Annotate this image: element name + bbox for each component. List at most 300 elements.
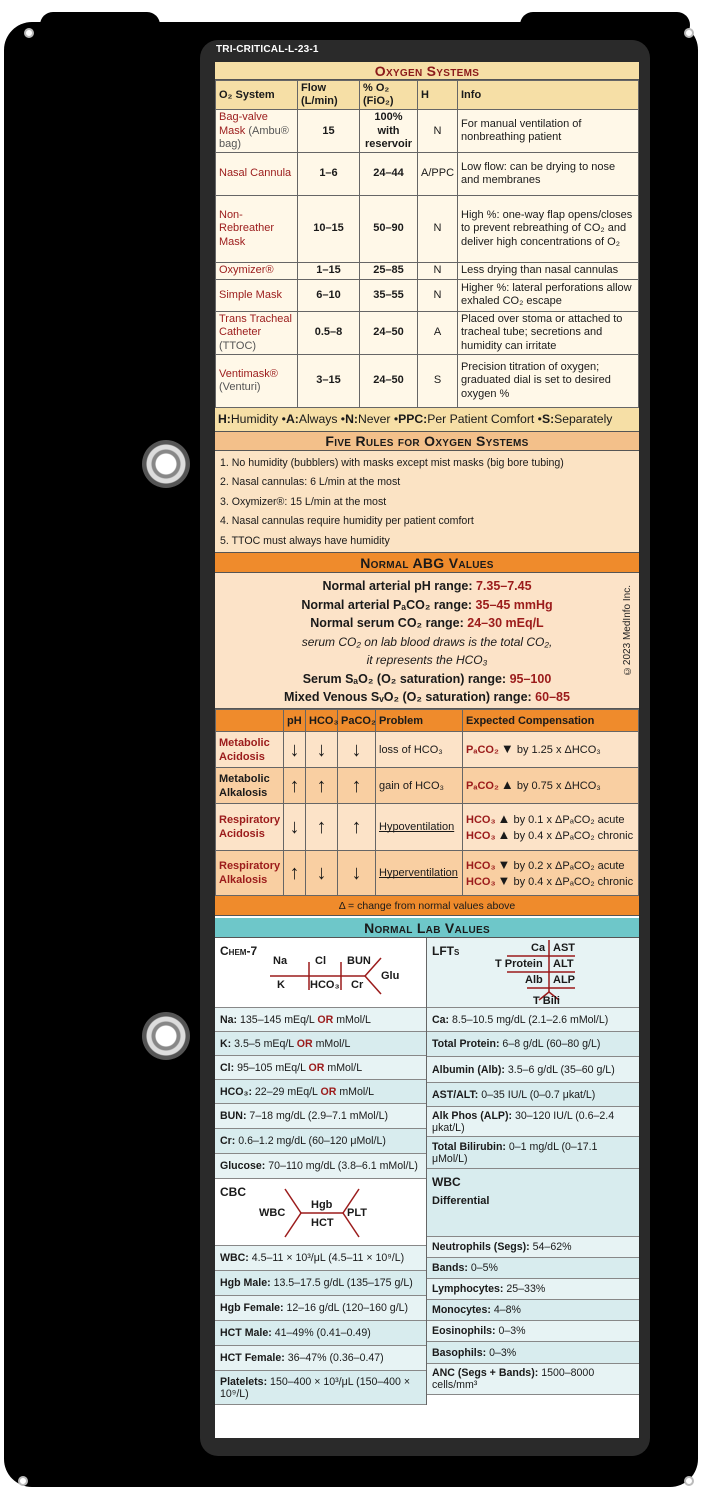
o2-humidity: A xyxy=(418,311,458,354)
five-rules-title: Five Rules for Oxygen Systems xyxy=(215,432,639,451)
lab-value-row xyxy=(215,1129,426,1154)
abg-label: Mixed Venous SᵥO₂ (O₂ saturation) range: xyxy=(284,690,536,705)
chem7-cl: Cl xyxy=(315,955,326,968)
lab-value xyxy=(220,1252,404,1264)
lab-name: WBC: xyxy=(220,1252,249,1265)
oxygen-systems-table xyxy=(215,80,639,408)
comp-col-header: pH xyxy=(284,710,306,732)
comp-col-header xyxy=(216,710,284,732)
lab-value-row xyxy=(427,1083,639,1107)
lab-name: Cl: xyxy=(220,1061,235,1074)
lab-value xyxy=(220,1160,418,1172)
grommet-icon xyxy=(142,1012,190,1060)
legend-text: Never • xyxy=(357,412,399,427)
lab-values-title: Normal Lab Values xyxy=(215,918,639,938)
arrow-up-icon: ↑ xyxy=(284,851,306,896)
binder-ring-icon xyxy=(684,1476,694,1486)
lab-range: 70–110 mg/dL (3.8–6.1 mMol/L) xyxy=(265,1160,418,1173)
cbc-title: CBC xyxy=(220,1185,246,1200)
o2-info: Precision titration of oxygen; graduated dial is set to desired oxygen % xyxy=(458,354,639,407)
lab-value xyxy=(220,1277,413,1289)
lfts-title: LFTs xyxy=(432,944,460,959)
lab-value-row xyxy=(215,1104,426,1129)
compensation-line xyxy=(466,857,635,874)
o2-row xyxy=(216,354,639,407)
o2-flow: 6–10 xyxy=(298,279,360,311)
lab-value xyxy=(432,1367,634,1391)
lab-name: Neutrophils (Segs): xyxy=(432,1241,530,1254)
o2-row xyxy=(216,195,639,262)
o2-info: Higher %: lateral perforations allow exhaled CO₂ escape xyxy=(458,279,639,311)
cbc-hct: HCT xyxy=(311,1217,334,1230)
lab-value-row xyxy=(215,1321,426,1346)
lab-range: 135–145 mEq/L xyxy=(237,1013,318,1026)
lab-range: 22–29 mEq/L xyxy=(251,1085,321,1098)
o2-humidity: N xyxy=(418,110,458,153)
o2-row xyxy=(216,279,639,311)
rule-item: 5. TTOC must always have humidity xyxy=(220,534,390,547)
abg-label: Normal arterial pH range: xyxy=(322,579,476,594)
abg-normal-values xyxy=(215,573,639,709)
lab-value-row xyxy=(215,1346,426,1371)
chem7-title: Chem-7 xyxy=(220,944,258,959)
comp-param: PₐCO₂ xyxy=(466,744,499,757)
lab-range: 41–49% (0.41–0.49) xyxy=(271,1327,371,1340)
lab-name: HCT Male: xyxy=(220,1327,272,1340)
rule-item: 1. No humidity (bubblers) with masks except mist masks (big bore tubing) xyxy=(220,456,564,469)
lab-name: K: xyxy=(220,1037,232,1050)
abg-title: Normal ABG Values xyxy=(215,553,639,573)
compensation-line xyxy=(466,873,635,890)
lab-value-row xyxy=(427,1057,639,1083)
lab-value-row xyxy=(427,1032,639,1057)
lab-value xyxy=(220,1086,374,1098)
lab-name: Alk Phos (ALP): xyxy=(432,1109,513,1122)
arrow-down-icon: ↓ xyxy=(338,851,376,896)
o2-system-alias: (Venturi) xyxy=(219,380,261,393)
o2-flow: 10–15 xyxy=(298,195,360,262)
o2-flow: 1–6 xyxy=(298,152,360,195)
lfts-ca: Ca xyxy=(531,942,546,955)
lab-value xyxy=(432,1325,526,1337)
o2-fio2: 50–90 xyxy=(360,195,418,262)
lab-value-row xyxy=(427,1321,639,1342)
compensation-line xyxy=(466,777,635,794)
o2-col-header: Info xyxy=(458,81,639,110)
lab-range: 0–1 mg/dL (0–17.1 μMol/L) xyxy=(432,1140,598,1165)
o2-system-cell xyxy=(216,110,298,153)
o2-row xyxy=(216,110,639,153)
lab-left-column xyxy=(215,938,427,1405)
abg-label: Normal serum CO₂ range: xyxy=(310,616,468,631)
comp-text: by 0.4 x ΔPₐCO₂ chronic xyxy=(510,830,634,843)
lab-value xyxy=(220,1062,362,1074)
o2-info: High %: one-way flap opens/closes to prevent rebreathing of CO₂ and deliver high concentrations of O₂ xyxy=(458,195,639,262)
card-content xyxy=(215,62,639,1438)
comp-param: HCO₃ xyxy=(466,813,496,826)
legend-text: Separately xyxy=(554,412,613,427)
lab-name: Hgb Female: xyxy=(220,1302,284,1315)
o2-flow: 0.5–8 xyxy=(298,311,360,354)
o2-col-header: % O₂ (FiO₂) xyxy=(360,81,418,110)
lab-value-row xyxy=(215,1246,426,1271)
lab-value xyxy=(220,1302,408,1314)
lab-values-section xyxy=(215,938,639,1405)
arrow-down-icon: ↓ xyxy=(338,732,376,768)
lab-value xyxy=(220,1038,350,1050)
chem7-glu: Glu xyxy=(381,970,400,983)
o2-system-alias: (Ambu® bag) xyxy=(219,124,289,150)
lab-range: 3.5–6 g/dL (35–60 g/L) xyxy=(504,1063,615,1076)
arrow-down-icon: ↓ xyxy=(306,851,338,896)
cbc-plt: PLT xyxy=(347,1207,367,1220)
o2-system-cell xyxy=(216,262,298,279)
lab-value-row xyxy=(215,1271,426,1296)
lab-value xyxy=(432,1038,600,1050)
comp-param: HCO₃ xyxy=(466,830,496,843)
arrow-up-icon: ↑ xyxy=(338,768,376,804)
o2-flow: 15 xyxy=(298,110,360,153)
disorder-name: Respiratory Acidosis xyxy=(216,804,284,851)
chem7-diagram xyxy=(215,938,426,1008)
lab-value-row xyxy=(427,1008,639,1032)
cbc-fishbone xyxy=(215,1179,427,1246)
o2-row xyxy=(216,262,639,279)
lab-value-row xyxy=(215,1032,426,1056)
oxygen-systems-title: Oxygen Systems xyxy=(215,62,639,80)
lab-or: OR xyxy=(320,1085,337,1098)
abg-value: 95–100 xyxy=(509,671,552,686)
abg-value: 35–45 mmHg xyxy=(475,597,553,612)
humidity-legend xyxy=(215,408,639,432)
lab-name: Glucose: xyxy=(220,1160,266,1173)
o2-humidity: S xyxy=(418,354,458,407)
abg-note: it represents the HCO₃ xyxy=(366,653,488,668)
o2-fio2: 24–50 xyxy=(360,354,418,407)
lab-value-row xyxy=(215,1056,426,1080)
expected-compensation xyxy=(463,851,639,896)
lab-name: Na: xyxy=(220,1013,238,1026)
card-code: TRI-CRITICAL-L-23-1 xyxy=(216,44,319,55)
lab-name: Ca: xyxy=(432,1013,450,1026)
comp-param: HCO₃ xyxy=(466,859,496,872)
compensation-line xyxy=(466,811,635,828)
binder-ring-icon xyxy=(18,1476,28,1486)
lab-name: Lymphocytes: xyxy=(432,1283,504,1296)
lab-value xyxy=(220,1352,384,1364)
o2-humidity: N xyxy=(418,195,458,262)
lab-name: HCO₃: xyxy=(220,1085,252,1098)
lab-value xyxy=(432,1283,545,1295)
arrow-up-icon: ↑ xyxy=(306,804,338,851)
acid-base-table xyxy=(215,709,639,896)
problem: loss of HCO₃ xyxy=(376,732,463,768)
cbc-wbc: WBC xyxy=(259,1207,286,1220)
lab-range: 0–5% xyxy=(467,1262,498,1275)
comp-text: by 0.1 x ΔPₐCO₂ acute xyxy=(510,813,625,826)
lab-value xyxy=(220,1110,388,1122)
expected-compensation xyxy=(463,732,639,768)
o2-system-cell xyxy=(216,311,298,354)
lab-range-alt: mMol/L xyxy=(336,1085,375,1098)
o2-system-cell xyxy=(216,354,298,407)
lab-value xyxy=(432,1304,521,1316)
legend-text: Per Patient Comfort • xyxy=(427,412,542,427)
o2-system-name: Oxymizer® xyxy=(219,264,274,277)
lab-value xyxy=(432,1241,572,1253)
lfts-alp: ALP xyxy=(553,974,575,987)
lab-name: Monocytes: xyxy=(432,1304,491,1317)
abg-line xyxy=(215,596,639,615)
binder-ring-icon xyxy=(684,28,694,38)
o2-fio2: 100% with reservoir xyxy=(360,110,418,153)
lab-range: 25–33% xyxy=(503,1283,546,1296)
lab-range: 4–8% xyxy=(490,1304,521,1317)
lab-range: 150–400 × 10³/μL (150–400 × 10⁹/L) xyxy=(220,1375,411,1400)
o2-system-name: Ventimask® xyxy=(219,367,278,380)
lfts-alt: ALT xyxy=(553,958,574,971)
wbc-diff-subtitle: Differential xyxy=(432,1195,490,1208)
delta-note: Δ = change from normal values above xyxy=(215,896,639,916)
o2-system-cell xyxy=(216,152,298,195)
comp-row xyxy=(216,732,639,768)
o2-info: For manual ventilation of nonbreathing patient xyxy=(458,110,639,153)
o2-fio2: 35–55 xyxy=(360,279,418,311)
wbc-diff-header xyxy=(427,1169,639,1237)
lab-value xyxy=(432,1064,615,1076)
abg-label: Serum SₐO₂ (O₂ saturation) range: xyxy=(302,671,510,686)
lab-range: 95–105 mEq/L xyxy=(234,1061,309,1074)
o2-info: Less drying than nasal cannulas xyxy=(458,262,639,279)
lfts-alb: Alb xyxy=(525,974,543,987)
lab-value-row xyxy=(427,1342,639,1364)
o2-fio2: 24–44 xyxy=(360,152,418,195)
lab-range: 6–8 g/dL (60–80 g/L) xyxy=(499,1038,601,1051)
lfts-diagram xyxy=(427,938,639,1008)
lab-range: 0–3% xyxy=(486,1346,517,1359)
abg-value: 24–30 mEq/L xyxy=(467,616,544,631)
o2-system-name: Simple Mask xyxy=(219,288,282,301)
disorder-name: Metabolic Alkalosis xyxy=(216,768,284,804)
legend-key: PPC: xyxy=(398,412,428,427)
abg-value: 60–85 xyxy=(535,690,570,705)
lab-range: 12–16 g/dL (120–160 g/L) xyxy=(283,1302,409,1315)
arrow-up-icon: ▲ xyxy=(500,777,514,793)
lab-range: 4.5–11 × 10³/μL (4.5–11 × 10⁹/L) xyxy=(248,1252,405,1265)
lab-value xyxy=(220,1376,421,1400)
lab-range: 3.5–5 mEq/L xyxy=(231,1037,297,1050)
comp-text: by 0.2 x ΔPₐCO₂ acute xyxy=(510,859,625,872)
lab-name: Albumin (Alb): xyxy=(432,1063,505,1076)
abg-line xyxy=(215,670,639,689)
comp-col-header: HCO₃ xyxy=(306,710,338,732)
o2-humidity: N xyxy=(418,262,458,279)
o2-system-cell xyxy=(216,195,298,262)
lab-range: 0–3% xyxy=(495,1325,526,1338)
compensation-line xyxy=(466,827,635,844)
problem: Hypoventilation xyxy=(376,804,463,851)
lfts-ast: AST xyxy=(553,942,575,955)
copyright: ©2023 MedInfo Inc. xyxy=(621,585,633,677)
o2-flow: 3–15 xyxy=(298,354,360,407)
abg-label: Normal arterial PₐCO₂ range: xyxy=(301,597,476,612)
comp-text: by 1.25 x ΔHCO₃ xyxy=(513,744,601,757)
comp-param: PₐCO₂ xyxy=(466,780,499,793)
abg-note: serum CO₂ on lab blood draws is the total CO₂, xyxy=(301,634,553,649)
arrow-down-icon: ▼ xyxy=(497,873,511,889)
lab-value-row xyxy=(427,1364,639,1395)
arrow-up-icon: ▲ xyxy=(497,810,511,826)
lab-value xyxy=(220,1327,371,1339)
legend-text: Always • xyxy=(298,412,346,427)
wbc-diff-title: WBC xyxy=(432,1175,461,1190)
arrow-up-icon: ↑ xyxy=(338,804,376,851)
comp-col-header: Expected Compensation xyxy=(463,710,639,732)
problem: gain of HCO₃ xyxy=(376,768,463,804)
grommet-icon xyxy=(142,440,190,488)
o2-col-header: H xyxy=(418,81,458,110)
lab-range: 0.6–1.2 mg/dL (60–120 μMol/L) xyxy=(235,1135,386,1148)
expected-compensation xyxy=(463,804,639,851)
arrow-up-icon: ↑ xyxy=(306,768,338,804)
lab-range-alt: mMol/L xyxy=(333,1013,371,1026)
chem7-hco3: HCO₃ xyxy=(310,979,340,992)
legend-key: A: xyxy=(285,412,299,427)
cbc-diagram xyxy=(215,1179,426,1246)
lab-range-alt: mMol/L xyxy=(312,1037,351,1050)
chem7-na: Na xyxy=(273,955,288,968)
o2-info: Low flow: can be drying to nose and membranes xyxy=(458,152,639,195)
lab-value xyxy=(432,1014,608,1026)
lab-range: 1500–8000 cells/mm³ xyxy=(432,1367,595,1392)
arrow-down-icon: ↓ xyxy=(306,732,338,768)
chem7-bun: BUN xyxy=(347,955,371,968)
o2-system-name: Non-Rebreather Mask xyxy=(219,209,275,248)
lfts-tbili: T Bili xyxy=(533,995,560,1008)
legend-key: N: xyxy=(345,412,358,427)
comp-col-header: Problem xyxy=(376,710,463,732)
lab-name: Eosinophils: xyxy=(432,1325,496,1338)
o2-system-alias: (TTOC) xyxy=(219,339,257,352)
lab-range: 54–62% xyxy=(529,1241,572,1254)
o2-fio2: 24–50 xyxy=(360,311,418,354)
lab-value xyxy=(432,1110,634,1134)
lab-value-row xyxy=(427,1258,639,1279)
compensation-line xyxy=(466,741,635,758)
o2-system-name: Nasal Cannula xyxy=(219,167,292,180)
lab-value-row xyxy=(427,1237,639,1258)
o2-row xyxy=(216,152,639,195)
lab-or: OR xyxy=(296,1037,313,1050)
cbc-hgb: Hgb xyxy=(311,1199,333,1212)
lab-range: 30–120 IU/L (0.6–2.4 μkat/L) xyxy=(432,1109,615,1134)
arrow-down-icon: ▼ xyxy=(497,856,511,872)
five-rules-list xyxy=(215,451,639,554)
arrow-down-icon: ▼ xyxy=(500,741,514,757)
chem7-k: K xyxy=(277,979,285,992)
comp-col-header: PaCO₂ xyxy=(338,710,376,732)
lab-name: Total Protein: xyxy=(432,1038,500,1051)
lab-range: 7–18 mg/dL (2.9–7.1 mMol/L) xyxy=(246,1110,389,1123)
arrow-up-icon: ↑ xyxy=(284,768,306,804)
legend-key: H: xyxy=(218,412,231,427)
lab-or: OR xyxy=(308,1061,325,1074)
o2-humidity: A/PPC xyxy=(418,152,458,195)
lab-value-row xyxy=(427,1137,639,1169)
lab-range-alt: mMol/L xyxy=(324,1061,363,1074)
lab-name: Platelets: xyxy=(220,1375,268,1388)
expected-compensation xyxy=(463,768,639,804)
lab-name: BUN: xyxy=(220,1110,247,1123)
o2-col-header: Flow (L/min) xyxy=(298,81,360,110)
lab-value-row xyxy=(215,1296,426,1321)
lab-value-row xyxy=(427,1279,639,1300)
arrow-down-icon: ↓ xyxy=(284,732,306,768)
lab-range: 8.5–10.5 mg/dL (2.1–2.6 mMol/L) xyxy=(449,1013,609,1026)
o2-row xyxy=(216,311,639,354)
lab-name: ANC (Segs + Bands): xyxy=(432,1367,539,1380)
lab-value-row xyxy=(215,1008,426,1032)
lab-range: 13.5–17.5 g/dL (135–175 g/L) xyxy=(270,1277,413,1290)
o2-system-cell xyxy=(216,279,298,311)
arrow-up-icon: ▲ xyxy=(497,827,511,843)
comp-text: by 0.75 x ΔHCO₃ xyxy=(513,780,601,793)
lab-name: Total Bilirubin: xyxy=(432,1140,506,1153)
lab-name: Bands: xyxy=(432,1262,468,1275)
lab-value xyxy=(432,1141,634,1165)
lab-value-row xyxy=(215,1371,426,1405)
lab-range: 0–35 IU/L (0–0.7 μkat/L) xyxy=(478,1088,596,1101)
abg-value: 7.35–7.45 xyxy=(475,579,532,594)
lab-value xyxy=(432,1347,516,1359)
comp-row xyxy=(216,851,639,896)
lab-or: OR xyxy=(317,1013,334,1026)
lab-name: AST/ALT: xyxy=(432,1088,479,1101)
o2-col-header: O₂ System xyxy=(216,81,298,110)
problem: Hyperventilation xyxy=(376,851,463,896)
lab-name: HCT Female: xyxy=(220,1352,285,1365)
disorder-name: Respiratory Alkalosis xyxy=(216,851,284,896)
lab-value xyxy=(432,1089,595,1101)
o2-system-name: Trans Tracheal Catheter xyxy=(219,313,292,339)
comp-param: HCO₃ xyxy=(466,876,496,889)
rule-item: 3. Oxymizer®: 15 L/min at the most xyxy=(220,495,387,508)
abg-line xyxy=(215,577,639,596)
lab-value xyxy=(432,1262,498,1274)
lab-value xyxy=(220,1014,371,1026)
lab-range: 36–47% (0.36–0.47) xyxy=(284,1352,384,1365)
arrow-down-icon: ↓ xyxy=(284,804,306,851)
binder-ring-icon xyxy=(24,28,34,38)
abg-line xyxy=(215,688,639,707)
o2-flow: 1–15 xyxy=(298,262,360,279)
lab-value xyxy=(220,1135,386,1147)
comp-text: by 0.4 x ΔPₐCO₂ chronic xyxy=(510,876,634,889)
lab-value-row xyxy=(215,1154,426,1179)
o2-humidity: N xyxy=(418,279,458,311)
lab-name: Hgb Male: xyxy=(220,1277,271,1290)
legend-text: Humidity • xyxy=(230,412,286,427)
rule-item: 4. Nasal cannulas require humidity per patient comfort xyxy=(220,515,474,528)
lab-value-row xyxy=(427,1107,639,1137)
comp-row xyxy=(216,768,639,804)
o2-system-name: Bag-valve Mask xyxy=(219,111,268,137)
lab-value-row xyxy=(215,1080,426,1104)
o2-fio2: 25–85 xyxy=(360,262,418,279)
comp-row xyxy=(216,804,639,851)
legend-key: S: xyxy=(541,412,555,427)
lab-value-row xyxy=(427,1300,639,1321)
